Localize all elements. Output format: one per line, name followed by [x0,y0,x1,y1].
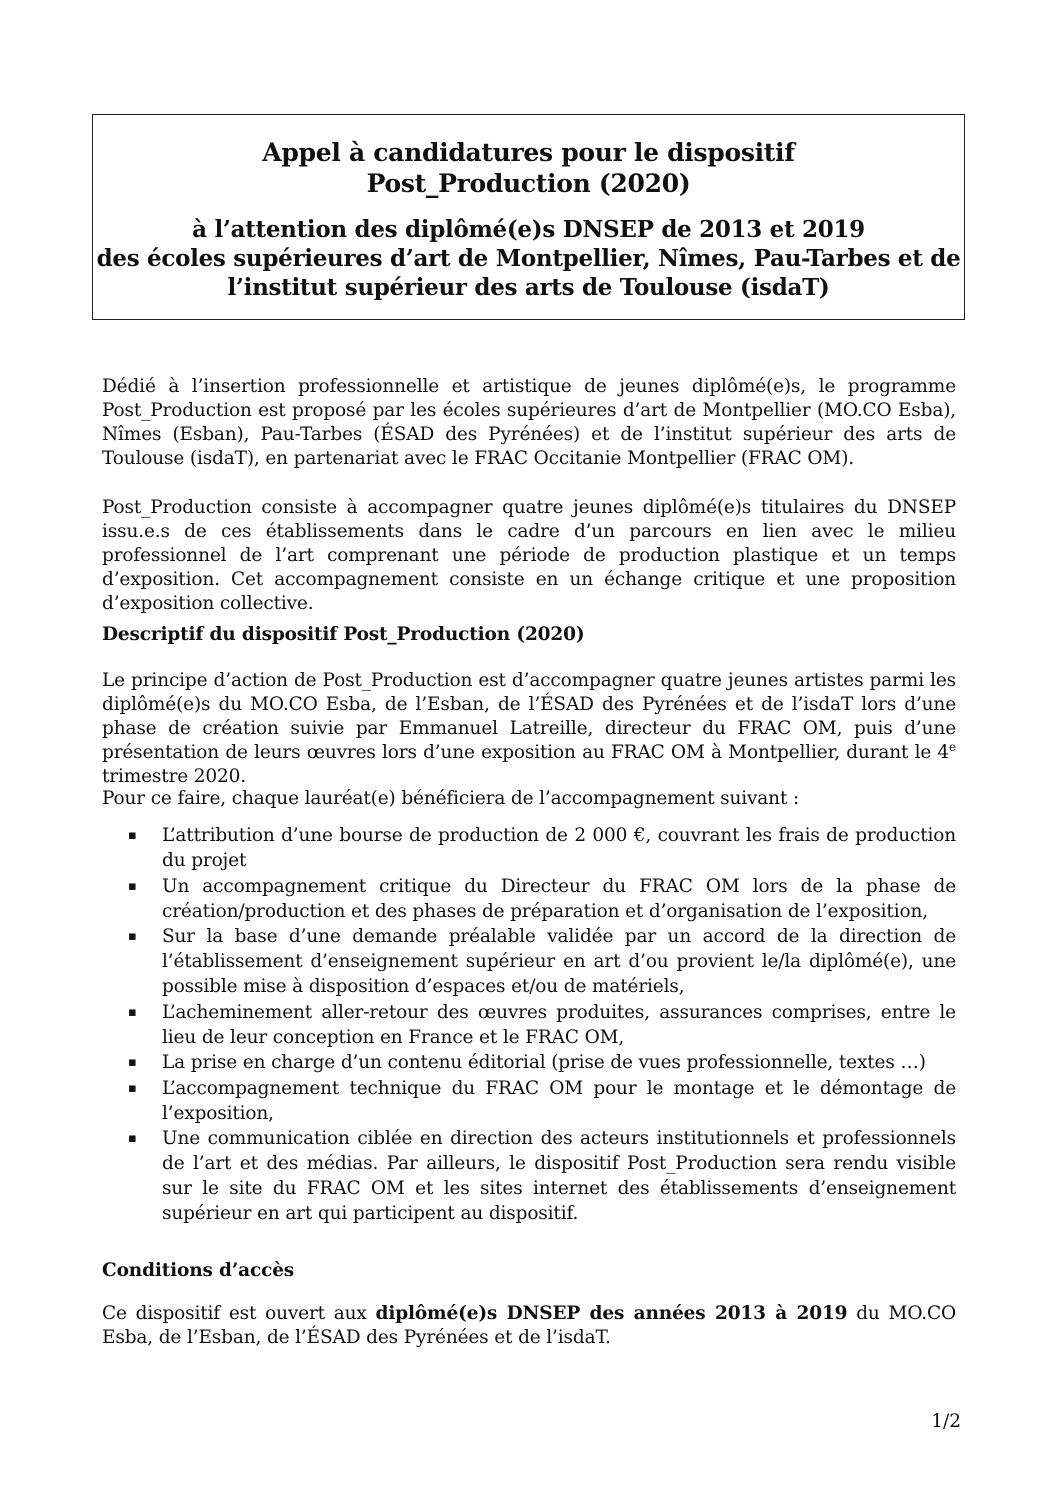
subtitle-line-2: des écoles supérieures d’art de Montpellier, Nîmes, Pau-Tarbes et de [96,245,961,272]
bullet-icon: ▪ [128,1004,137,1020]
descriptif-text: Le principe d’action de Post_Production est d’accompagner quatre jeunes artistes parmi les diplômé(e)s du MO.CO Esba, de l’Esban, de l’ÉSAD des Pyrénées et de l’isdaT lors d’une phase de création suivie par Emmanuel Latreille, directeur du FRAC OM, puis d’une présentation de leurs œuvres lors d’une exposition au FRAC OM à Montpellier, durant le 4 [102,670,956,763]
descriptif-paragraph-2: Pour ce faire, chaque lauréat(e) bénéficiera de l’accompagnement suivant : [102,788,800,809]
intro-paragraph-1: Dédié à l’insertion professionnelle et artistique de jeunes diplômé(e)s, le programme Post_Production est proposé par les écoles supérieures d’art de Montpellier (MO.CO Esba), Nîmes (Esban), Pau-Tarbes (ÉSAD des Pyrénées) et de l’institut supérieur des arts de Toulouse (isdaT), en partenariat avec le FRAC Occitanie Montpellier (FRAC OM). [102,376,956,469]
bullet-icon: ▪ [128,1131,137,1146]
conditions-paragraph: Ce dispositif est ouvert aux diplômé(e)s DNSEP des années 2013 à 2019 du MO.CO Esba, de l’Esban, de l’ÉSAD des Pyrénées et de l’isdaT. [102,1303,957,1348]
descriptif-paragraph-1 [102,669,956,789]
title-line-2: Post_Production (2020) [366,169,691,198]
list-item: ▪ L’attribution d’une bourse de production de 2 000 €, couvrant les frais de production du projet [128,825,956,871]
section-heading-conditions: Conditions d’accès [102,1260,295,1281]
subtitle-line-3: l’institut supérieur des arts de Toulouse (isdaT) [227,274,830,301]
list-item: ▪ Sur la base d’une demande préalable validée par un accord de la direction de l’établissement d’enseignement supérieur en art d’ou provient le/la diplômé(e), une possible mise à disposition d’espaces et/ou de matériels, [128,926,956,997]
intro-paragraph-2: Post_Production consiste à accompagner quatre jeunes diplômé(e)s titulaires du DNSEP issu.e.s de ces établissements dans le cadre d’un parcours en lien avec le milieu professionnel de l’art comprenant une période de production plastique et un temps d’exposition. Cet accompagnement consiste en un échange critique et une proposition d’exposition collective. [102,497,956,614]
page-number: 1/2 [931,1411,961,1432]
bullet-icon: ▪ [128,828,137,843]
list-item: ▪ Un accompagnement critique du Directeur du FRAC OM lors de la phase de création/production et des phases de préparation et d’organisation de l’exposition, [128,875,956,922]
list-item: ▪ L’accompagnement technique du FRAC OM pour le montage et le démontage de l’exposition, [128,1077,956,1124]
subtitle-line-1: à l’attention des diplômé(e)s DNSEP de 2013 et 2019 [192,216,865,243]
title-box [92,114,965,320]
bullet-icon: ▪ [128,878,137,894]
bullet-icon: ▪ [128,929,137,944]
bullet-icon: ▪ [128,1055,137,1070]
superscript: e [949,739,956,754]
title-line-1: Appel à candidatures pour le dispositif [262,138,795,167]
list-item: ▪ La prise en charge d’un contenu éditorial (prise de vues professionnelle, textes …) [128,1052,926,1073]
list-item: ▪ L’acheminement aller-retour des œuvres produites, assurances comprises, entre le lieu de leur conception en France et le FRAC OM, [128,1001,956,1048]
section-heading-descriptif: Descriptif du dispositif Post_Production (2020) [102,624,585,645]
bullet-icon: ▪ [128,1080,137,1096]
emphasis-text: diplômé(e)s DNSEP des années 2013 à 2019 [375,1303,848,1324]
list-item: ▪ Une communication ciblée en direction des acteurs institutionnels et professionnels de l’art et des médias. Par ailleurs, le dispositif Post_Production sera rendu visible sur le site du FRAC OM et les sites internet des établissements d’enseignement supérieur en art qui participent au dispositif. [128,1128,956,1224]
benefits-list [102,823,956,1227]
descriptif-text-end: trimestre 2020. [102,766,246,787]
